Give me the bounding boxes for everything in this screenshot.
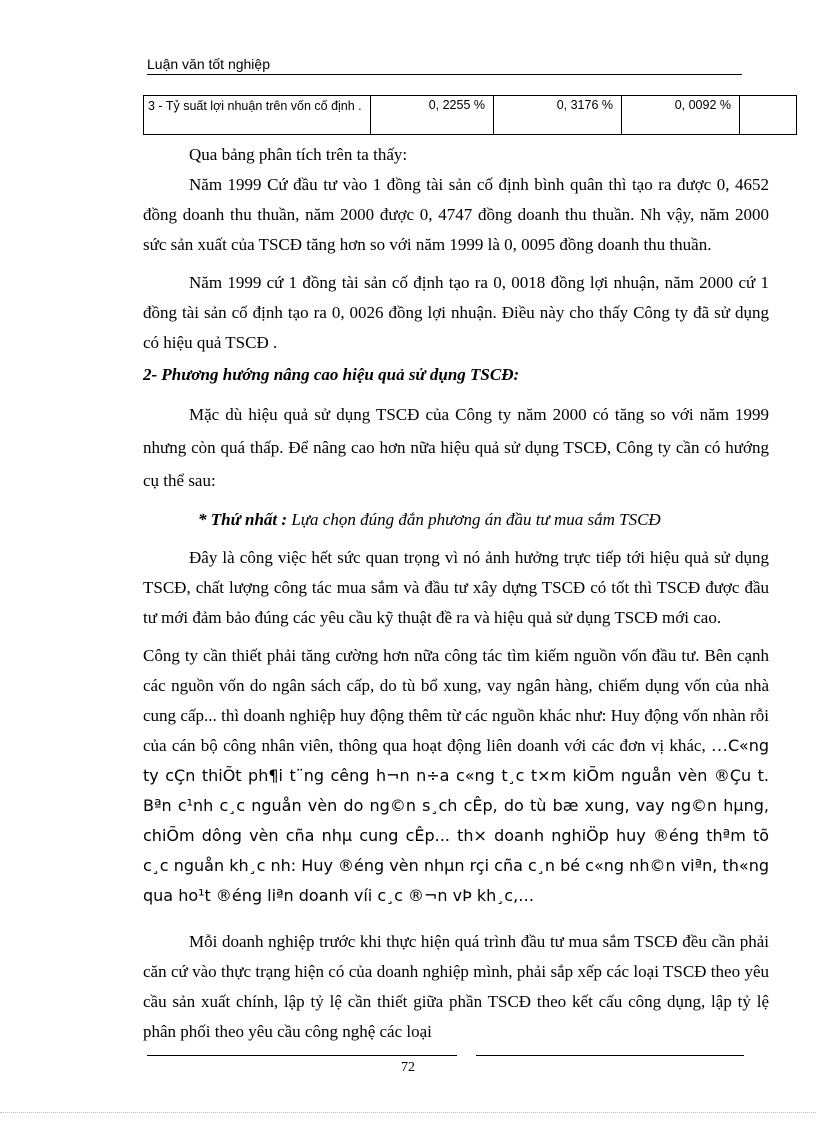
subheading-first-label: * Thứ nhất : [198,510,288,529]
paragraph-intro: Qua bảng phân tích trên ta thấy: [189,145,408,164]
footer-rule-right [476,1055,744,1056]
paragraph-revenue-efficiency: Năm 1999 Cứ đầu tư vào 1 đồng tài sản cố định bình quân thì tạo ra được 0, 4652 đồng doanh thu thuần, năm 2000 được 0, 4747 đồng doanh thu thuần. Nh vậy, năm 2000 sức sản xuất của TSCĐ tăng hơn so với năm 1999 là 0, 0095 đồng doanh thu thuần. [143,175,769,254]
table-row [144,96,797,135]
paragraph-direction: Mặc dù hiệu quả sử dụng TSCĐ của Công ty năm 2000 có tăng so với năm 1999 nhưng còn quá thấp. Để nâng cao hơn nữa hiệu quả sử dụng TSCĐ, Công ty cần có hướng cụ thể sau: [143,405,769,490]
subheading-first [143,505,769,535]
table-cell-2000: 0, 3176 % [494,96,622,135]
paragraph-importance: Đây là công việc hết sức quan trọng vì nó ảnh hưởng trực tiếp tới hiệu quả sử dụng TSCĐ, chất lượng công tác mua sắm và đầu tư xây dựng TSCĐ có tốt thì TSCĐ được đầu tư mới đảm bảo đúng các yêu cầu kỹ thuật đề ra và hiệu quả sử dụng TSCĐ mới cao. [143,548,769,627]
table-cell-difference: 0, 0092 % [622,96,740,135]
table-cell-empty [740,96,797,135]
paragraph-capital-sources [143,641,769,911]
page-edge-dotted-line [0,1112,816,1113]
header-rule-left [147,74,612,75]
table-cell-label: 3 - Tỷ suất lợi nhuận trên vốn cố định . [144,96,371,135]
subheading-first-text: Lựa chọn đúng đắn phương án đầu tư mua sắm TSCĐ [287,510,661,529]
footer-rule-left [147,1055,457,1056]
page-number: 72 [401,1060,415,1075]
paragraph-garbled-encoding: C«ng ty cÇn thiÕt ph¶i t¨ng cêng h¬n n÷a c«ng t¸c t×m kiÕm nguån vèn ®Çu t. Bªn c¹nh c¸c nguån vèn do ng©n s¸ch cÊp, do tù bæ xung, vay ng©n hµng, chiÕm dông vèn cña nhµ cung cÊp... th× doanh nghiÖp huy ®éng thªm tõ c¸c nguån kh¸c nh: Huy ®éng vèn nhµn rçi cña c¸n bé c«ng nh©n viªn, th«ng qua ho¹t ®éng liªn doanh víi c¸c ®¬n vÞ kh¸c,… [143,736,769,905]
paragraph-capital-sources-text: Công ty cần thiết phải tăng cường hơn nữa công tác tìm kiếm nguồn vốn đầu tư. Bên cạnh các nguồn vốn do ngân sách cấp, do tù bổ xung, vay ngân hàng, chiếm dụng vốn của nhà cung cấp... thì doanh nghiệp huy động thêm từ các nguồn khác như: Huy động vốn nhàn rỗi của cán bộ công nhân viên, thông qua hoạt động liên doanh với các đơn vị khác, … [143,646,769,755]
table-cell-1999: 0, 2255 % [371,96,494,135]
header-rule-right [612,74,742,75]
running-header-title: Luận văn tốt nghiệp [147,56,270,72]
paragraph-investment-planning: Mỗi doanh nghiệp trước khi thực hiện quá trình đầu tư mua sắm TSCĐ đều cần phải căn cứ vào thực trạng hiện có của doanh nghiệp mình, phải sắp xếp các loại TSCĐ theo yêu cầu sản xuất chính, lập tỷ lệ cần thiết giữa phần TSCĐ theo kết cấu công dụng, lập tỷ lệ phân phối theo yêu cầu công nghệ các loại [143,932,769,1041]
section-heading: 2- Phương hướng nâng cao hiệu quả sử dụng TSCĐ: [143,365,520,384]
ratio-table [143,95,797,135]
paragraph-profit-efficiency: Năm 1999 cứ 1 đồng tài sản cố định tạo ra 0, 0018 đồng lợi nhuận, năm 2000 cứ 1 đồng tài sản cố định tạo ra 0, 0026 đồng lợi nhuận. Điều này cho thấy Công ty đã sử dụng có hiệu quả TSCĐ . [143,273,769,352]
body-block-bottom [143,927,769,1047]
body-block-top [143,140,769,911]
